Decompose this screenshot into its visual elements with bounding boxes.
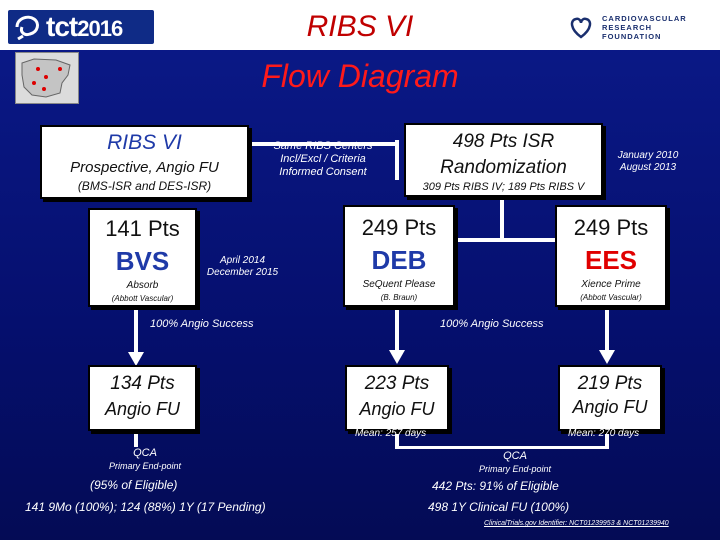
- bvs-count: 141 Pts: [105, 216, 180, 241]
- logo-year: 2016: [77, 16, 123, 41]
- fu-deb-label: Angio FU: [359, 399, 435, 419]
- deb-count: 249 Pts: [361, 215, 437, 240]
- randomization-split: 309 Pts RIBS IV; 189 Pts RIBS V: [422, 181, 585, 193]
- fu-ees-label: Angio FU: [572, 397, 648, 417]
- randomization-box: [404, 123, 603, 197]
- connector-rand-split: [450, 238, 560, 242]
- arrow-deb-down-icon: [389, 350, 405, 364]
- qca-right-eligible: 442 Pts: 91% of Eligible: [432, 479, 559, 493]
- fu-ees-count: 219 Pts: [577, 373, 643, 394]
- logo-text: tct: [46, 11, 78, 42]
- connector-centers-to-rand: [395, 140, 399, 180]
- ees-box: [555, 205, 667, 307]
- study-box: [40, 125, 249, 199]
- crf-heart-icon: [568, 14, 594, 40]
- deb-device: DEB: [371, 245, 427, 275]
- fu-deb-box: [345, 365, 449, 431]
- bvs-maker: (Abbott Vascular): [111, 294, 174, 303]
- centers-note: [258, 140, 388, 179]
- randomization-date-end: August 2013: [619, 162, 677, 173]
- randomization-date-start: January 2010: [617, 150, 679, 161]
- deb-product: SeQuent Please: [362, 279, 436, 290]
- randomization-dates: [608, 150, 688, 174]
- study-name: RIBS VI: [107, 131, 182, 154]
- crf-line-1: CARDIOVASCULAR: [602, 14, 687, 23]
- ees-device: EES: [584, 245, 638, 275]
- fu-ees-mean: Mean: 270 days: [568, 428, 640, 439]
- qca-left-title: QCA: [133, 447, 157, 459]
- qca-right-sub: Primary End-point: [478, 464, 552, 474]
- connector-bvs-down: [134, 310, 138, 355]
- randomization-count: 498 Pts ISR: [452, 131, 555, 152]
- qca-right-title: QCA: [503, 450, 527, 462]
- connector-qca-merge: [395, 446, 609, 449]
- clinical-left: 141 9Mo (100%); 124 (88%) 1Y (17 Pending): [25, 500, 266, 514]
- crf-line-3: FOUNDATION: [602, 32, 662, 41]
- arrow-bvs-down-icon: [128, 352, 144, 366]
- study-scope: (BMS-ISR and DES-ISR): [77, 179, 212, 193]
- success-left: 100% Angio Success: [150, 318, 254, 330]
- fu-bvs-label: Angio FU: [104, 399, 181, 419]
- bvs-device: BVS: [115, 246, 170, 276]
- connector-ees-down: [605, 305, 609, 353]
- fu-ees-box: [558, 365, 662, 431]
- qca-left-eligible: (95% of Eligible): [90, 478, 178, 492]
- deb-maker: (B. Braun): [380, 293, 418, 302]
- connector-deb-down: [395, 305, 399, 353]
- ees-count: 249 Pts: [573, 215, 649, 240]
- ees-maker: (Abbott Vascular): [580, 293, 642, 302]
- bvs-date-start: April 2014: [219, 255, 266, 266]
- page-title: RIBS VI: [306, 10, 414, 43]
- bvs-dates: [200, 255, 285, 279]
- centers-note-line-3: Informed Consent: [279, 166, 367, 178]
- qca-left: [60, 447, 230, 473]
- clinical-right: 498 1Y Clinical FU (100%): [428, 500, 570, 514]
- trial-ids: ClinicalTrials.gov Identifier: NCT01239953 & NCT01239940: [484, 520, 669, 527]
- ees-product: Xience Prime: [581, 279, 641, 290]
- bvs-box: [88, 208, 197, 307]
- randomization-label: Randomization: [440, 157, 567, 178]
- qca-left-sub: Primary End-point: [108, 461, 182, 471]
- fu-bvs-box: [88, 365, 197, 431]
- centers-note-line-2: Incl/Excl / Criteria: [280, 153, 366, 165]
- centers-note-line-1: Same RIBS Centers: [273, 140, 373, 152]
- diagram-title: Flow Diagram: [261, 58, 459, 94]
- crf-logo: [568, 12, 708, 42]
- fu-bvs-count: 134 Pts: [110, 373, 175, 394]
- study-design: Prospective, Angio FU: [70, 159, 219, 176]
- success-right: 100% Angio Success: [440, 318, 544, 330]
- bvs-date-end: December 2015: [206, 267, 279, 278]
- bvs-product: Absorb: [126, 280, 159, 291]
- fu-deb-count: 223 Pts: [364, 373, 430, 394]
- qca-right: [440, 450, 590, 476]
- fu-deb-mean: Mean: 257 days: [355, 428, 427, 439]
- arrow-ees-down-icon: [599, 350, 615, 364]
- deb-box: [343, 205, 455, 307]
- crf-line-2: RESEARCH: [602, 23, 653, 32]
- connector-rand-down: [500, 195, 504, 240]
